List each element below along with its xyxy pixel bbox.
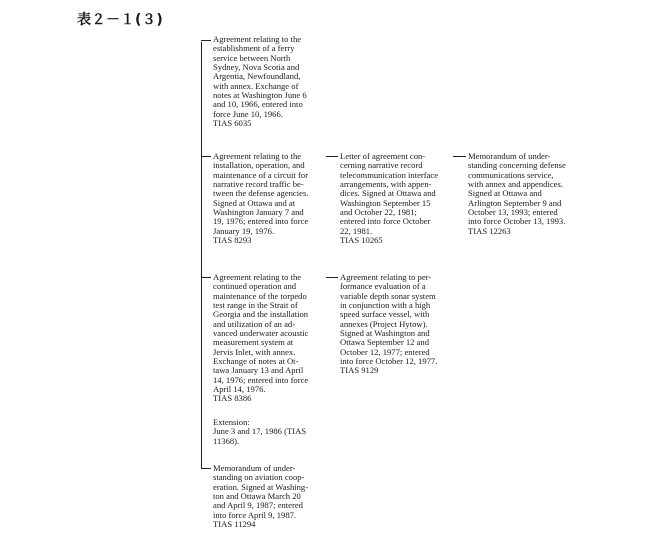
entry-torpedo-range: Agreement relating to the continued operation and maintenance of the torpedo test range in the Strait of Georgia and the installation and utilization of an ad- vanced underwater acoustic measurement system at Jervis Inlet, with annex. Exchange of notes at Ot- tawa January 13 and April 14, 1976; entered into force April 14, 1976. TIAS 8386: [213, 272, 309, 404]
connector-ferry: [201, 40, 211, 41]
tree-trunk-line: [201, 42, 202, 469]
entry-narrative-circuit: Agreement relating to the installation, operation, and maintenance of a circuit for narrative record traffic be- tween the defense agencies. Signed at Ottawa and at Washington January 7 and 19, 1976; entered into force January 19, 1976. TIAS 8293: [213, 151, 309, 246]
connector-torpedo-sonar: [326, 277, 338, 278]
connector-circuit: [201, 156, 211, 157]
entry-variable-depth-sonar: Agreement relating to per- formance evaluation of a variable depth sonar system in conjunction with a high speed surface vessel, with annexes (Project Hytow). Signed at Washington and Ottawa September 12 and October 12, 1977; entered into force October 12, 1977. TIAS 9129: [340, 272, 438, 376]
entry-memo-defense-communications: Memorandum of under- standing concerning defense communications service, with annex and appendices. Signed at Ottawa and Arlington September 9 and October 13, 1993; entered into force October 13, 1993. TIAS 12263: [468, 151, 566, 236]
connector-aviation: [201, 468, 211, 469]
entry-aviation-cooperation: Memorandum of under- standing on aviation coop- eration. Signed at Washing- ton and Ottawa March 20 and April 9, 1987; entered into force April 9, 1987. TIAS 11294: [213, 463, 309, 530]
table-caption: 表２－１(３): [77, 12, 164, 28]
entry-letter-of-agreement: Letter of agreement con- cerning narrative record telecommunication interface arrangements, with appen- dices. Signed at Ottawa and Washington September 15 and October 22, 1981; entered into force October 22, 1981. TIAS 10265: [340, 151, 439, 246]
connector-torpedo: [201, 277, 211, 278]
entry-ferry-agreement: Agreement relating to the establishment of a ferry service between North Sydney, Nova Scotia and Argentia, Newfoundland, with annex. Exchange of notes at Washington June 6 and 10, 1966, entered into force June 10, 1966. TIAS 6035: [213, 34, 307, 129]
connector-circuit-letter: [326, 156, 338, 157]
entry-torpedo-extension: Extension: June 3 and 17, 1986 (TIAS 11368).: [213, 417, 307, 446]
connector-letter-memo: [453, 156, 466, 157]
